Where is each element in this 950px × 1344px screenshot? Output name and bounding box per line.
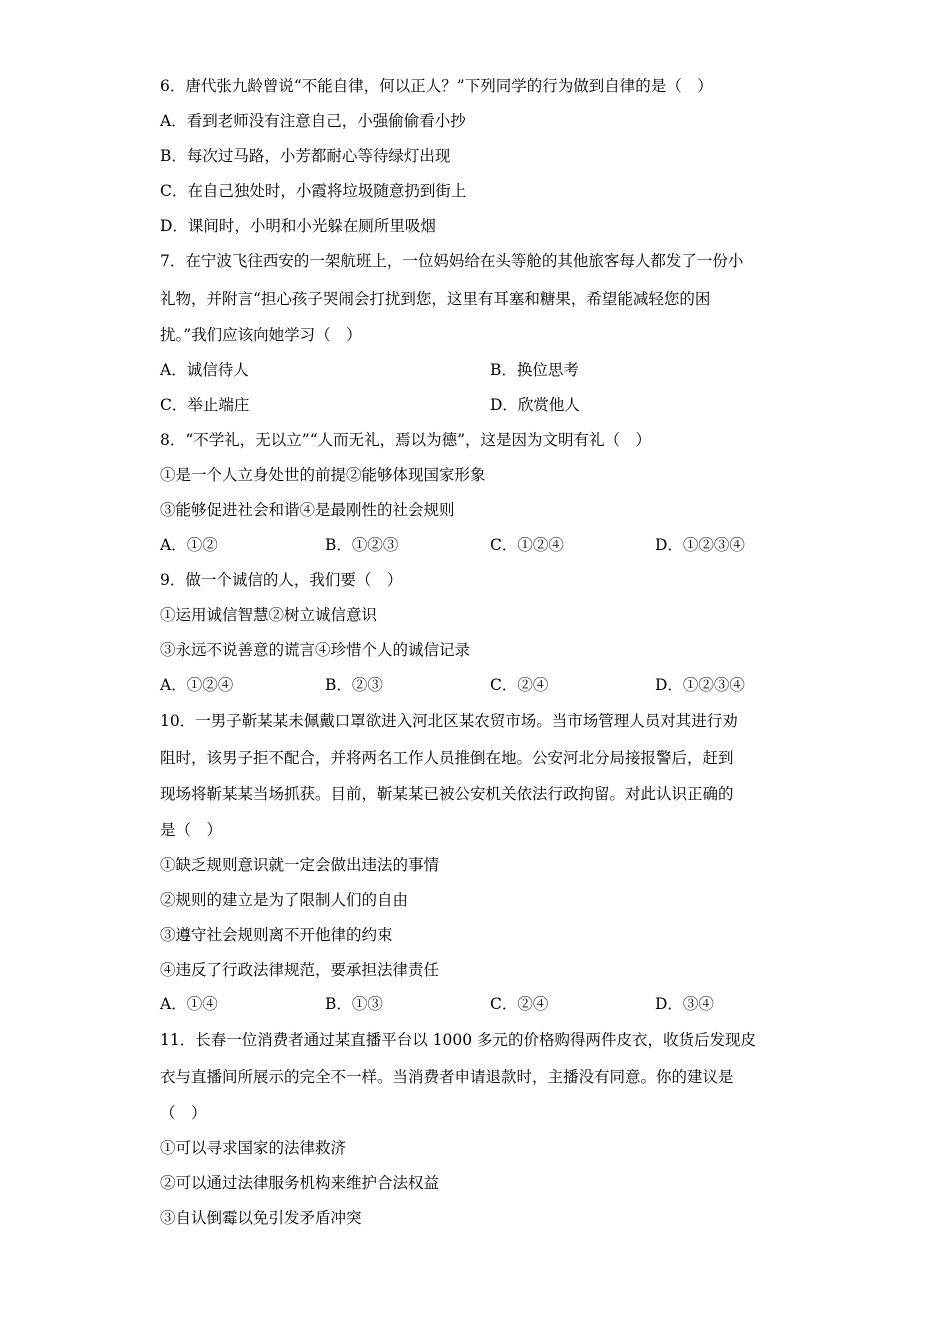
question-8-option-b: B．①②③	[325, 536, 399, 554]
question-7-stem-line-1: 7．在宁波飞往西安的一架航班上，一位妈妈给在头等舱的其他旅客每人都发了一份小	[160, 252, 744, 270]
question-10-option-b: B．①③	[325, 995, 383, 1013]
question-8-option-c: C．①②④	[490, 536, 564, 554]
question-10-stem-line-3: 现场将靳某某当场抓获。目前，靳某某已被公安机关依法行政拘留。对此认识正确的	[160, 785, 734, 803]
question-7-stem-line-2: 礼物，并附言“担心孩子哭闹会打扰到您，这里有耳塞和糖果，希望能减轻您的困	[160, 290, 711, 308]
question-10-statement-4: ④违反了行政法律规范，要承担法律责任	[160, 961, 440, 979]
question-11-statement-3: ③自认倒霉以免引发矛盾冲突	[160, 1209, 362, 1227]
question-11-stem-line-2: 衣与直播间所展示的完全不一样。当消费者申请退款时，主播没有同意。你的建议是	[160, 1068, 734, 1086]
question-8-statement-1: ①是一个人立身处世的前提②能够体现国家形象	[160, 466, 486, 484]
question-9-statement-2: ③永远不说善意的谎言④珍惜个人的诚信记录	[160, 641, 471, 659]
question-9-option-d: D．①②③④	[655, 676, 745, 694]
question-10-stem-line-1: 10．一男子靳某某未佩戴口罩欲进入河北区某农贸市场。当市场管理人员对其进行劝	[160, 712, 738, 730]
question-9-stem: 9．做一个诚信的人，我们要（ ）	[160, 571, 403, 589]
question-8-statement-2: ③能够促进社会和谐④是最刚性的社会规则	[160, 501, 455, 519]
question-11-statement-1: ①可以寻求国家的法律救济	[160, 1139, 347, 1157]
question-11-stem-line-3: （ ）	[160, 1104, 207, 1122]
question-10-option-d: D．③④	[655, 995, 714, 1013]
question-6-option-d: D．课间时，小明和小光躲在厕所里吸烟	[160, 217, 436, 235]
question-11-statement-2: ②可以通过法律服务机构来维护合法权益	[160, 1174, 440, 1192]
question-10-option-a: A．①④	[160, 995, 218, 1013]
question-9-statement-1: ①运用诚信智慧②树立诚信意识	[160, 606, 378, 624]
question-8-option-d: D．①②③④	[655, 536, 745, 554]
question-6-option-b: B．每次过马路，小芳都耐心等待绿灯出现	[160, 147, 451, 165]
question-9-option-a: A．①②④	[160, 676, 234, 694]
question-7-stem-line-3: 扰。”我们应该向她学习（ ）	[160, 326, 362, 344]
question-10-stem-line-2: 阻时，该男子拒不配合，并将两名工作人员推倒在地。公安河北分局接报警后，赶到	[160, 749, 734, 767]
question-6-option-c: C．在自己独处时，小霞将垃圾随意扔到街上	[160, 182, 467, 200]
question-7-option-a: A．诚信待人	[160, 361, 249, 379]
question-11-stem-line-1: 11．长春一位消费者通过某直播平台以 1000 多元的价格购得两件皮衣，收货后发现皮	[160, 1031, 757, 1049]
question-10-statement-1: ①缺乏规则意识就一定会做出违法的事情	[160, 856, 440, 874]
question-10-option-c: C．②④	[490, 995, 549, 1013]
question-10-stem-line-4: 是（ ）	[160, 821, 223, 839]
question-6-option-a: A．看到老师没有注意自己，小强偷偷看小抄	[160, 112, 466, 130]
question-7-option-b: B．换位思考	[490, 361, 579, 379]
question-8-stem: 8．“不学礼，无以立”“人而无礼，焉以为德”，这是因为文明有礼（ ）	[160, 431, 652, 449]
question-9-option-b: B．②③	[325, 676, 383, 694]
question-10-statement-3: ③遵守社会规则离不开他律的约束	[160, 926, 393, 944]
question-7-option-d: D．欣赏他人	[490, 396, 580, 414]
question-6-stem: 6．唐代张九龄曾说“不能自律，何以正人？”下列同学的行为做到自律的是（ ）	[160, 77, 713, 95]
question-7-option-c: C．举止端庄	[160, 396, 250, 414]
question-9-option-c: C．②④	[490, 676, 549, 694]
question-10-statement-2: ②规则的建立是为了限制人们的自由	[160, 891, 409, 909]
question-8-option-a: A．①②	[160, 536, 218, 554]
